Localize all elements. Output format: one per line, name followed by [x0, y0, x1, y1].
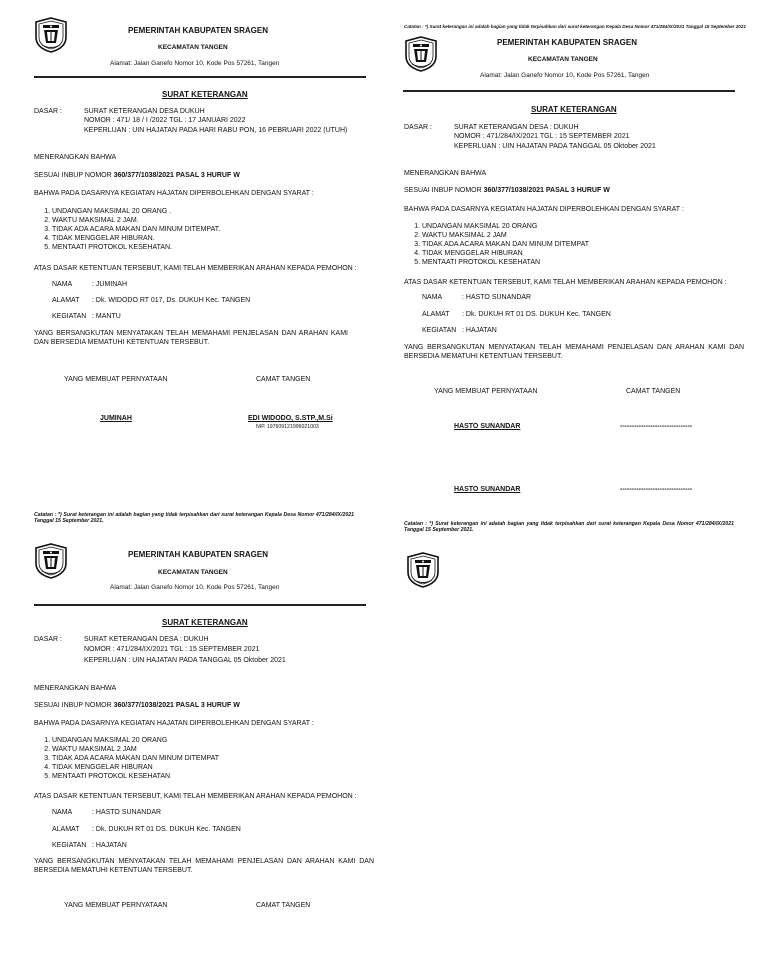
arahan-text: ATAS DASAR KETENTUAN TERSEBUT, KAMI TELAH MEMBERIKAN ARAHAN KEPADA PEMOHON :	[34, 265, 357, 272]
nama-label: NAMA	[422, 294, 443, 301]
inbup-text	[404, 187, 610, 196]
dasar-line: KEPERLUAN : UIN HAJATAN PADA TANGGAL 05 Oktober 2021	[84, 657, 286, 664]
header-divider	[403, 90, 735, 92]
sign-left-name: JUMINAH	[100, 415, 132, 422]
letter-header-subtitle: KECAMATAN TANGEN	[158, 569, 228, 576]
list-item: 2. WAKTU MAKSIMAL 2 JAM	[52, 745, 219, 754]
list-item: 3. TIDAK ADA ACARA MAKAN DAN MINUM DITEMPAT	[422, 240, 589, 249]
dasar-line: NOMOR : 471/284/IX/2021 TGL : 15 SEPTEMBER 2021	[454, 133, 630, 140]
kegiatan-value: : MANTU	[92, 313, 121, 320]
list-item: 5. MENTAATI PROTOKOL KESEHATAN	[52, 772, 219, 781]
dasar-line: NOMOR : 471/ 18 / I /2022 TGL : 17 JANUARI 2022	[84, 117, 246, 124]
dasar-line: NOMOR : 471/284/IX/2021 TGL : 15 SEPTEMBER 2021	[84, 646, 260, 653]
inbup-number: 360/377/1038/2021 PASAL 3 HURUF W	[113, 702, 240, 709]
nama-value: : HASTO SUNANDAR	[462, 294, 532, 301]
alamat-label: ALAMAT	[52, 826, 80, 833]
alamat-value: : Dk. WIDODO RT 017, Ds. DUKUH Kec. TANGEN	[92, 297, 251, 304]
syarat-intro: BAHWA PADA DASARNYA KEGIATAN HAJATAN DIPERBOLEHKAN DENGAN SYARAT :	[404, 206, 684, 213]
syarat-list	[34, 207, 220, 252]
letter-note: Catatan : *) Surat keterangan ini adalah bagian yang tidak terpisahkan dari surat keterangan Kepala Desa Nomor 471/284/IX/2021 Tanggal 15 September 2021.	[404, 521, 734, 533]
syarat-intro: BAHWA PADA DASARNYA KEGIATAN HAJATAN DIPERBOLEHKAN DENGAN SYARAT :	[34, 720, 314, 727]
letter-note: Catatan : *) Surat keterangan ini adalah bagian yang tidak terpisahkan dari surat keterangan Kepala Desa Nomor 471/284/IX/2021 Tanggal 15 September 2021.	[34, 512, 354, 524]
sign-left-label: YANG MEMBUAT PERNYATAAN	[64, 902, 168, 909]
dasar-line: SURAT KETERANGAN DESA : DUKUH	[454, 124, 579, 131]
sign-right-label: CAMAT TANGEN	[626, 388, 681, 395]
letter-header-title: PEMERINTAH KABUPATEN SRAGEN	[128, 550, 269, 559]
list-item: 2. WAKTU MAKSIMAL 2 JAM.	[52, 216, 220, 225]
regency-crest-icon	[34, 17, 68, 53]
arahan-text: ATAS DASAR KETENTUAN TERSEBUT, KAMI TELAH MEMBERIKAN ARAHAN KEPADA PEMOHON :	[404, 279, 727, 286]
list-item: 1. UNDANGAN MAKSIMAL 20 ORANG	[422, 222, 589, 231]
dasar-label: DASAR :	[404, 124, 433, 131]
nama-value: : HASTO SUNANDAR	[92, 809, 162, 816]
menerangkan-text: MENERANGKAN BAHWA	[34, 685, 117, 692]
alamat-value: : Dk. DUKUH RT 01 DS. DUKUH Kec. TANGEN	[462, 311, 611, 318]
alamat-label: ALAMAT	[52, 297, 80, 304]
kegiatan-value: : HAJATAN	[92, 842, 127, 849]
list-item: 4. TIDAK MENGGELAR HIBURAN.	[52, 234, 220, 243]
sign-right-name: -------------------------------	[620, 423, 693, 430]
letter-header-subtitle: KECAMATAN TANGEN	[528, 56, 598, 63]
inbup-text	[34, 702, 240, 711]
header-divider	[34, 604, 366, 606]
list-item: 5. MENTAATI PROTOKOL KESEHATAN	[422, 258, 589, 267]
dasar-line: KEPERLUAN : UIN HAJATAN PADA TANGGAL 05 Oktober 2021	[454, 143, 656, 150]
dasar-label: DASAR :	[34, 636, 63, 643]
header-divider	[34, 76, 366, 78]
alamat-label: ALAMAT	[422, 311, 450, 318]
inbup-number: 360/377/1038/2021 PASAL 3 HURUF W	[113, 172, 240, 179]
list-item: 4. TIDAK MENGGELAR HIBURAN	[422, 249, 589, 258]
letter-header-address: Alamat: Jalan Ganefo Nomor 10, Kode Pos 57261, Tangen	[480, 72, 650, 79]
letter-header-address: Alamat: Jalan Ganefo Nomor 10, Kode Pos 57261, Tangen	[110, 60, 280, 67]
menerangkan-text: MENERANGKAN BAHWA	[34, 154, 117, 161]
inbup-prefix: SESUAI INBUP NOMOR	[34, 172, 114, 179]
closing-text: YANG BERSANGKUTAN MENYATAKAN TELAH MEMAHAMI PENJELASAN DAN ARAHAN KAMI DAN BERSEDIA MEMATUHI KETENTUAN TERSEBUT.	[34, 330, 348, 346]
alamat-value: : Dk. DUKUH RT 01 DS. DUKUH Kec. TANGEN	[92, 826, 241, 833]
closing-text: YANG BERSANGKUTAN MENYATAKAN TELAH MEMAHAMI PENJELASAN DAN ARAHAN KAMI DAN BERSEDIA MEMATUHI KETENTUAN TERSEBUT.	[404, 344, 744, 360]
sign-right-label: CAMAT TANGEN	[256, 376, 311, 383]
letter-heading: SURAT KETERANGAN	[162, 90, 248, 99]
nama-label: NAMA	[52, 281, 73, 288]
nama-value: : JUMINAH	[92, 281, 127, 288]
syarat-list	[34, 736, 219, 781]
regency-crest-icon	[34, 543, 68, 579]
list-item: 3. TIDAK ADA ACARA MAKAN DAN MINUM DITEMPAT.	[52, 225, 220, 234]
letter-header-title: PEMERINTAH KABUPATEN SRAGEN	[128, 26, 269, 35]
list-item: 2. WAKTU MAKSIMAL 2 JAM	[422, 231, 589, 240]
letter-header-subtitle: KECAMATAN TANGEN	[158, 44, 228, 51]
sign-right-name: EDI WIDODO, S.STP.,M.Si	[248, 415, 333, 422]
kegiatan-label: KEGIATAN	[422, 327, 457, 334]
sign-left-label: YANG MEMBUAT PERNYATAAN	[64, 376, 168, 383]
sign-left-label: YANG MEMBUAT PERNYATAAN	[434, 388, 538, 395]
letter-header-address: Alamat: Jalan Ganefo Nomor 10, Kode Pos 57261, Tangen	[110, 584, 280, 591]
dasar-label: DASAR :	[34, 108, 63, 115]
inbup-prefix: SESUAI INBUP NOMOR	[404, 187, 484, 194]
closing-text: YANG BERSANGKUTAN MENYATAKAN TELAH MEMAHAMI PENJELASAN DAN ARAHAN KAMI DAN BERSEDIA MEMATUHI KETENTUAN TERSEBUT.	[34, 858, 374, 874]
menerangkan-text: MENERANGKAN BAHWA	[404, 170, 487, 177]
letter-heading: SURAT KETERANGAN	[531, 105, 617, 114]
list-item: 1. UNDANGAN MAKSIMAL 20 ORANG	[52, 736, 219, 745]
syarat-intro: BAHWA PADA DASARNYA KEGIATAN HAJATAN DIPERBOLEHKAN DENGAN SYARAT :	[34, 190, 314, 197]
regency-crest-icon	[404, 36, 438, 72]
letter-heading: SURAT KETERANGAN	[162, 618, 248, 627]
nip-text: NIP. 197609121996021003	[256, 424, 319, 430]
list-item: 3. TIDAK ADA ACARA MAKAN DAN MINUM DITEMPAT	[52, 754, 219, 763]
kegiatan-label: KEGIATAN	[52, 313, 87, 320]
inbup-text	[34, 172, 240, 181]
dasar-line: SURAT KETERANGAN DESA : DUKUH	[84, 636, 209, 643]
kegiatan-value: : HAJATAN	[462, 327, 497, 334]
dasar-line: KEPERLUAN : UIN HAJATAN PADA HARI RABU PON, 16 PEBRUARI 2022 (UTUH)	[84, 127, 348, 134]
sign-left-name: HASTO SUNANDAR	[454, 486, 521, 493]
sign-right-label: CAMAT TANGEN	[256, 902, 311, 909]
list-item: 4. TIDAK MENGGELAR HIBURAN	[52, 763, 219, 772]
sign-right-name: -------------------------------	[620, 486, 693, 493]
list-item: 1. UNDANGAN MAKSIMAL 20 ORANG .	[52, 207, 220, 216]
syarat-list	[404, 222, 589, 267]
dasar-line: SURAT KETERANGAN DESA DUKUH	[84, 108, 205, 115]
kegiatan-label: KEGIATAN	[52, 842, 87, 849]
inbup-number: 360/377/1038/2021 PASAL 3 HURUF W	[483, 187, 610, 194]
inbup-prefix: SESUAI INBUP NOMOR	[34, 702, 114, 709]
letter-note: Catatan : *) Surat keterangan ini adalah bagian yang tidak terpisahkan dari surat keterangan Kepala Desa Nomor 471/284/IX/2021 Tanggal 15 September 2021	[404, 24, 746, 29]
arahan-text: ATAS DASAR KETENTUAN TERSEBUT, KAMI TELAH MEMBERIKAN ARAHAN KEPADA PEMOHON :	[34, 793, 357, 800]
regency-crest-icon	[406, 552, 440, 588]
sign-left-name: HASTO SUNANDAR	[454, 423, 521, 430]
nama-label: NAMA	[52, 809, 73, 816]
letter-header-title: PEMERINTAH KABUPATEN SRAGEN	[497, 38, 638, 47]
list-item: 5. MENTAATI PROTOKOL KESEHATAN.	[52, 243, 220, 252]
